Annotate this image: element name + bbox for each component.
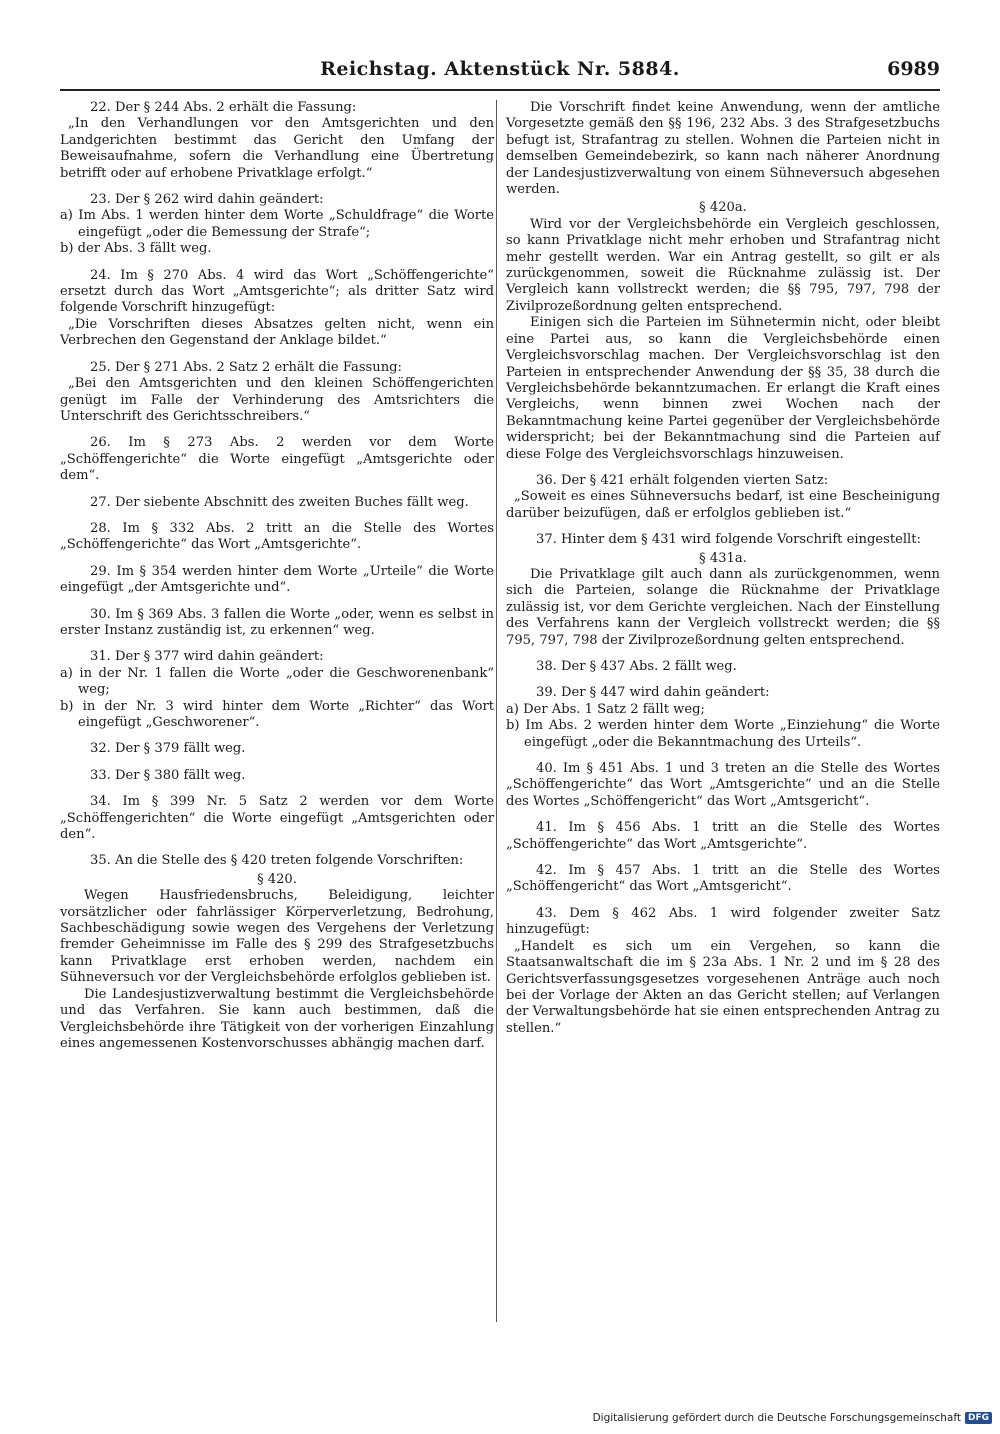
paragraph-item: 27. Der siebente Abschnitt des zweiten Buches fällt weg. [90,494,469,510]
paragraph-item: 26. Im § 273 Abs. 2 werden vor dem Worte „Schöffengerichte“ die Worte eingefügt „Amtsgerichte oder dem“. [60,435,494,484]
paragraph-center: § 431a. [699,550,747,566]
paragraph-item: 39. Der § 447 wird dahin geändert: [536,685,770,701]
paragraph-item: 43. Dem § 462 Abs. 1 wird folgender zweiter Satz hinzugefügt: [506,905,940,938]
paragraph-item: 35. An die Stelle des § 420 treten folgende Vorschriften: [90,853,464,869]
paragraph-item: 33. Der § 380 fällt weg. [90,767,246,783]
paragraph-quote: „Bei den Amtsgerichten und den kleinen Schöffengerichten genügt im Falle der Verhinderung des Amtsrichters die Unterschrift des Gerichtsschreibers.“ [60,376,494,424]
paragraph-center: § 420a. [699,200,747,216]
column-divider [496,100,497,1322]
footer-text: Digitalisierung gefördert durch die Deutsche Forschungsgemeinschaft [592,1412,961,1424]
header-rule [60,89,940,91]
paragraph-para: Wird vor der Vergleichsbehörde ein Vergleich geschlossen, so kann Privatklage nicht mehr erhoben und Strafantrag nicht mehr gestellt werden. War ein Antrag gestellt, so gilt er als zurückgenommen, soweit die Rücknahme zulässig ist. Der Vergleich kann vollstreckt werden; die §§ 795, 797, 798 der Zivilprozeßordnung gelten entsprechend. [506,216,940,314]
paragraph-item: 41. Im § 456 Abs. 1 tritt an die Stelle des Wortes „Schöffengerichte“ das Wort „Amtsgerichte“. [506,820,940,852]
paragraph-item: 23. Der § 262 wird dahin geändert: [90,192,324,208]
paragraph-para: Die Privatklage gilt auch dann als zurückgenommen, wenn sich die Parteien, solange die Rücknahme der Privatklage zulässig ist, vor dem Gerichte vergleichen. Nach der Einstellung des Verfahrens kann der Vergleich vollstreckt werden; die §§ 795, 797, 798 der Zivilprozeßordnung gelten entsprechend. [506,566,940,648]
right-column [506,100,940,1037]
footer [593,1412,992,1424]
paragraph-sub: a) in der Nr. 1 fallen die Worte „oder die Geschworenenbank“ weg; [60,665,494,698]
page-title: Reichstag. Aktenstück Nr. 5884. [320,58,680,80]
paragraph-item: 42. Im § 457 Abs. 1 tritt an die Stelle des Wortes „Schöffengericht“ das Wort „Amtsgericht“. [506,863,940,895]
left-column [60,100,494,1052]
paragraph-item: 25. Der § 271 Abs. 2 Satz 2 erhält die Fassung: [90,359,402,375]
dfg-logo: DFG [965,1412,992,1424]
paragraph-sub: b) in der Nr. 3 wird hinter dem Worte „Richter“ das Wort eingefügt „Geschworener“. [60,698,494,730]
paragraph-sub: a) Der Abs. 1 Satz 2 fällt weg; [506,701,705,717]
paragraph-quote: „In den Verhandlungen vor den Amtsgerichten und den Landgerichten bestimmt das Gericht den Umfang der Beweisaufnahme, sofern die Verhandlung eine Übertretung betrifft oder auf erhobene Privatklage erfolgt.“ [60,116,494,181]
paragraph-quote: „Die Vorschriften dieses Absatzes gelten nicht, wenn ein Verbrechen den Gegenstand der Anklage bildet.“ [60,316,494,349]
paragraph-item: 28. Im § 332 Abs. 2 tritt an die Stelle des Wortes „Schöffengerichte“ das Wort „Amtsgerichte“. [60,520,494,553]
paragraph-sub: b) Im Abs. 2 werden hinter dem Worte „Einziehung“ die Worte eingefügt „oder die Bekanntmachung des Urteils“. [506,718,940,750]
paragraph-quote: „Handelt es sich um ein Vergehen, so kann die Staatsanwaltschaft die im § 23a Abs. 1 Nr. 2 und im § 28 des Gerichtsverfassungsgesetzes vorgesehenen Anträge auch noch bei der Vorlage der Akten an das Gericht stellen; auf Verlangen der Verwaltungsbehörde hat sie einen entsprechenden Antrag zu stellen.“ [506,938,940,1036]
page-number: 6989 [887,58,940,80]
paragraph-para: Einigen sich die Parteien im Sühnetermin nicht, oder bleibt eine Partei aus, so kann die Vergleichsbehörde einen Vergleichsvorschlag machen. Der Vergleichsvorschlag ist den Parteien in entsprechender Anwendung der §§ 35, 38 durch die Vergleichsbehörde bekanntzumachen. Er erlangt die Kraft eines Vergleichs, wenn binnen zwei Wochen nach der Bekanntmachung keine Partei gegenüber der Vergleichsbehörde widerspricht; bei der Bekanntmachung sind die Parteien auf diese Folge des Vergleichsvorschlags hinzuweisen. [506,315,940,462]
paragraph-sub: a) Im Abs. 1 werden hinter dem Worte „Schuldfrage“ die Worte eingefügt „oder die Bemessung der Strafe“; [60,208,494,240]
paragraph-item: 22. Der § 244 Abs. 2 erhält die Fassung: [90,100,357,115]
paragraph-item: 36. Der § 421 erhält folgenden vierten Satz: [536,472,829,488]
paragraph-item: 31. Der § 377 wird dahin geändert: [90,649,324,665]
paragraph-item: 38. Der § 437 Abs. 2 fällt weg. [536,659,737,674]
paragraph-item: 34. Im § 399 Nr. 5 Satz 2 werden vor dem Worte „Schöffengerichten“ die Worte eingefügt „Amtsgerichten oder den“. [60,794,494,843]
paragraph-para: Wegen Hausfriedensbruchs, Beleidigung, leichter vorsätzlicher oder fahrlässiger Körperverletzung, Bedrohung, Sachbeschädigung sowie wegen des Vergehens der Verletzung fremder Geheimnisse im Falle des § 299 des Strafgesetzbuchs kann Privatklage erst erhoben werden, nachdem ein Sühneversuch vor der Vergleichsbehörde erfolglos geblieben ist. [60,888,494,986]
paragraph-para: Die Vorschrift findet keine Anwendung, wenn der amtliche Vorgesetzte gemäß den §§ 196, 232 Abs. 3 des Strafgesetzbuchs befugt ist, Strafantrag zu stellen. Wohnen die Parteien nicht in demselben Gemeindebezirk, so kann nach näherer Anordnung der Landesjustizverwaltung von einem Sühneversuch abgesehen werden. [506,100,940,198]
paragraph-item: 40. Im § 451 Abs. 1 und 3 treten an die Stelle des Wortes „Schöffengerichte“ das Wort „Amtsgerichte“ und an die Stelle des Wortes „Schöffengericht“ das Wort „Amtsgericht“. [506,761,940,809]
paragraph-sub: b) der Abs. 3 fällt weg. [60,241,212,257]
paragraph-center: § 420. [257,871,297,887]
paragraph-item: 30. Im § 369 Abs. 3 fallen die Worte „oder, wenn es selbst in erster Instanz zuständig ist, zu erkennen“ weg. [60,606,494,638]
paragraph-item: 32. Der § 379 fällt weg. [90,741,246,757]
page-header [60,58,940,88]
paragraph-quote: „Soweit es eines Sühneversuchs bedarf, ist eine Bescheinigung darüber beizufügen, daß er erfolglos geblieben ist.“ [506,489,940,521]
paragraph-item: 37. Hinter dem § 431 wird folgende Vorschrift eingestellt: [536,532,921,548]
paragraph-item: 24. Im § 270 Abs. 4 wird das Wort „Schöffengerichte“ ersetzt durch das Wort „Amtsgerichte“; als dritter Satz wird folgende Vorschrift hinzugefügt: [60,267,494,316]
paragraph-item: 29. Im § 354 werden hinter dem Worte „Urteile“ die Worte eingefügt „der Amtsgerichte und“. [60,563,494,596]
paragraph-para: Die Landesjustizverwaltung bestimmt die Vergleichsbehörde und das Verfahren. Sie kann auch bestimmen, daß die Vergleichsbehörde ihre Tätigkeit von der vorherigen Einzahlung eines angemessenen Kostenvorschusses abhängig machen darf. [60,986,494,1051]
